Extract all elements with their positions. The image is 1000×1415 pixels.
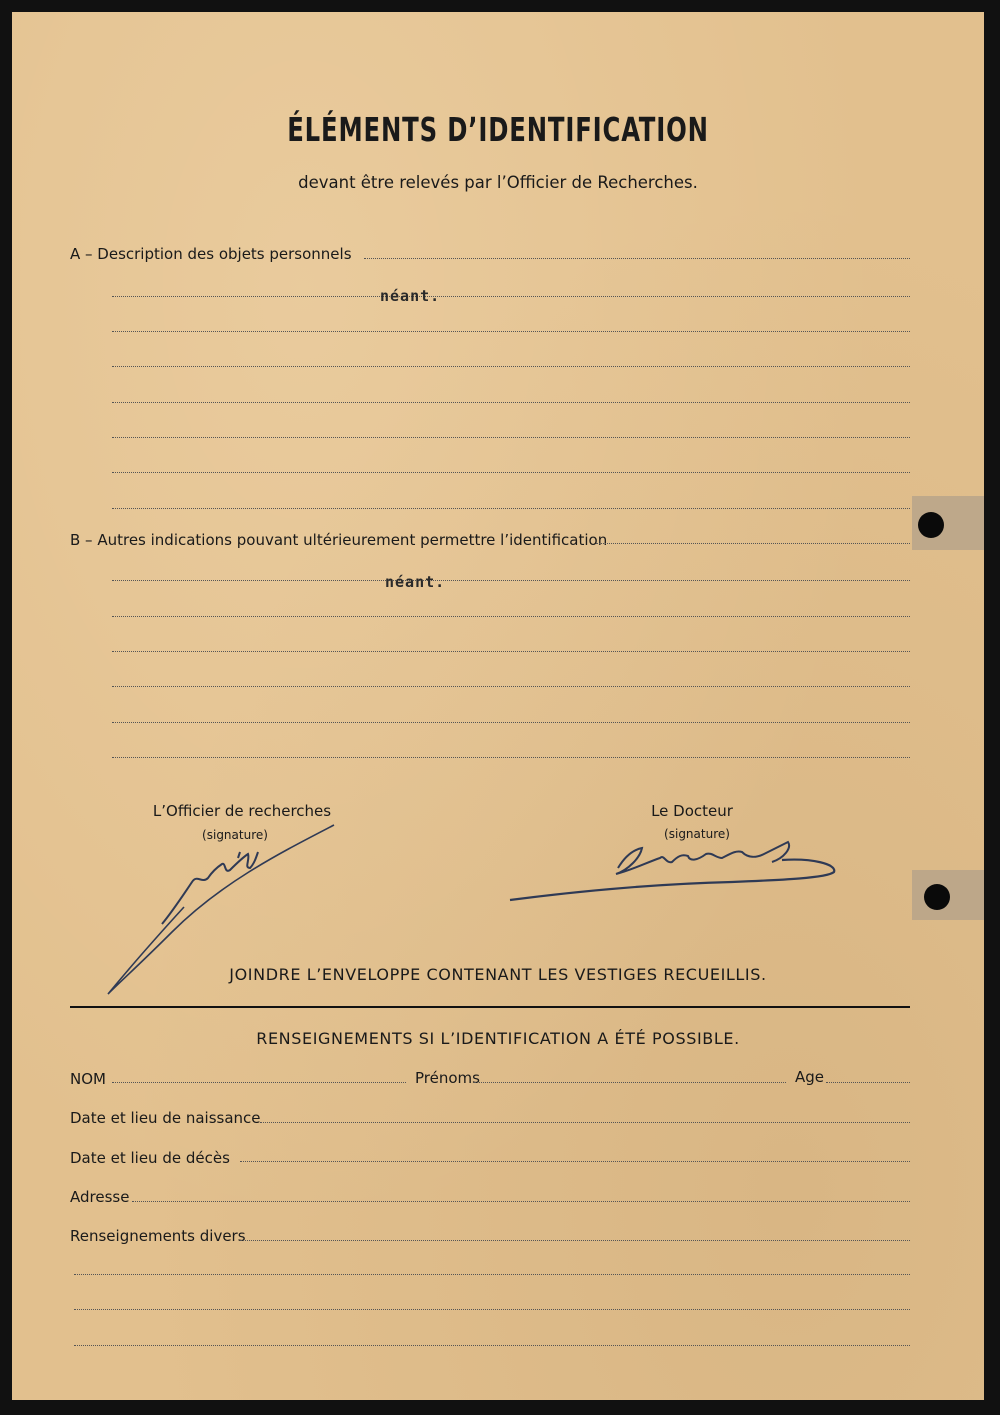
enclosure-note: JOINDRE L’ENVELOPPE CONTENANT LES VESTIGES RECUEILLIS. — [229, 965, 767, 984]
page-subtitle: devant être relevés par l’Officier de Recherches. — [298, 173, 698, 192]
section-divider — [70, 1006, 910, 1008]
birth-line — [260, 1122, 910, 1123]
doctor-signature-caption: (signature) — [664, 827, 730, 841]
doctor-signature — [12, 12, 984, 1012]
age-line — [826, 1082, 910, 1083]
punch-hole — [924, 884, 950, 910]
age-label: Age — [795, 1068, 825, 1086]
page-title: ÉLÉMENTS D’IDENTIFICATION — [287, 110, 709, 149]
section-b-label: B – Autres indications pouvant ultérieurement permettre l’identification — [70, 531, 608, 549]
misc-line — [74, 1309, 910, 1310]
address-line — [132, 1201, 910, 1202]
form-page — [12, 12, 984, 1400]
misc-line — [240, 1240, 910, 1241]
address-label: Adresse — [70, 1188, 130, 1206]
misc-line — [74, 1274, 910, 1275]
doctor-signature-label: Le Docteur — [651, 802, 733, 820]
section-b-typed-value: néant. — [385, 573, 446, 591]
identification-heading: RENSEIGNEMENTS SI L’IDENTIFICATION A ÉTÉ POSSIBLE. — [256, 1029, 740, 1048]
officer-signature-label: L’Officier de recherches — [152, 802, 332, 820]
nom-label: NOM — [70, 1070, 106, 1088]
death-line — [240, 1161, 910, 1162]
prenoms-label: Prénoms — [415, 1069, 480, 1087]
birth-label: Date et lieu de naissance — [70, 1109, 261, 1127]
death-label: Date et lieu de décès — [70, 1149, 230, 1167]
nom-line — [112, 1082, 406, 1083]
prenoms-line — [474, 1082, 786, 1083]
section-a-label: A – Description des objets personnels — [70, 245, 352, 263]
misc-label: Renseignements divers — [70, 1227, 246, 1245]
misc-line — [74, 1345, 910, 1346]
section-a-typed-value: néant. — [380, 287, 441, 305]
officer-signature-caption: (signature) — [202, 828, 268, 842]
punch-hole — [918, 512, 944, 538]
